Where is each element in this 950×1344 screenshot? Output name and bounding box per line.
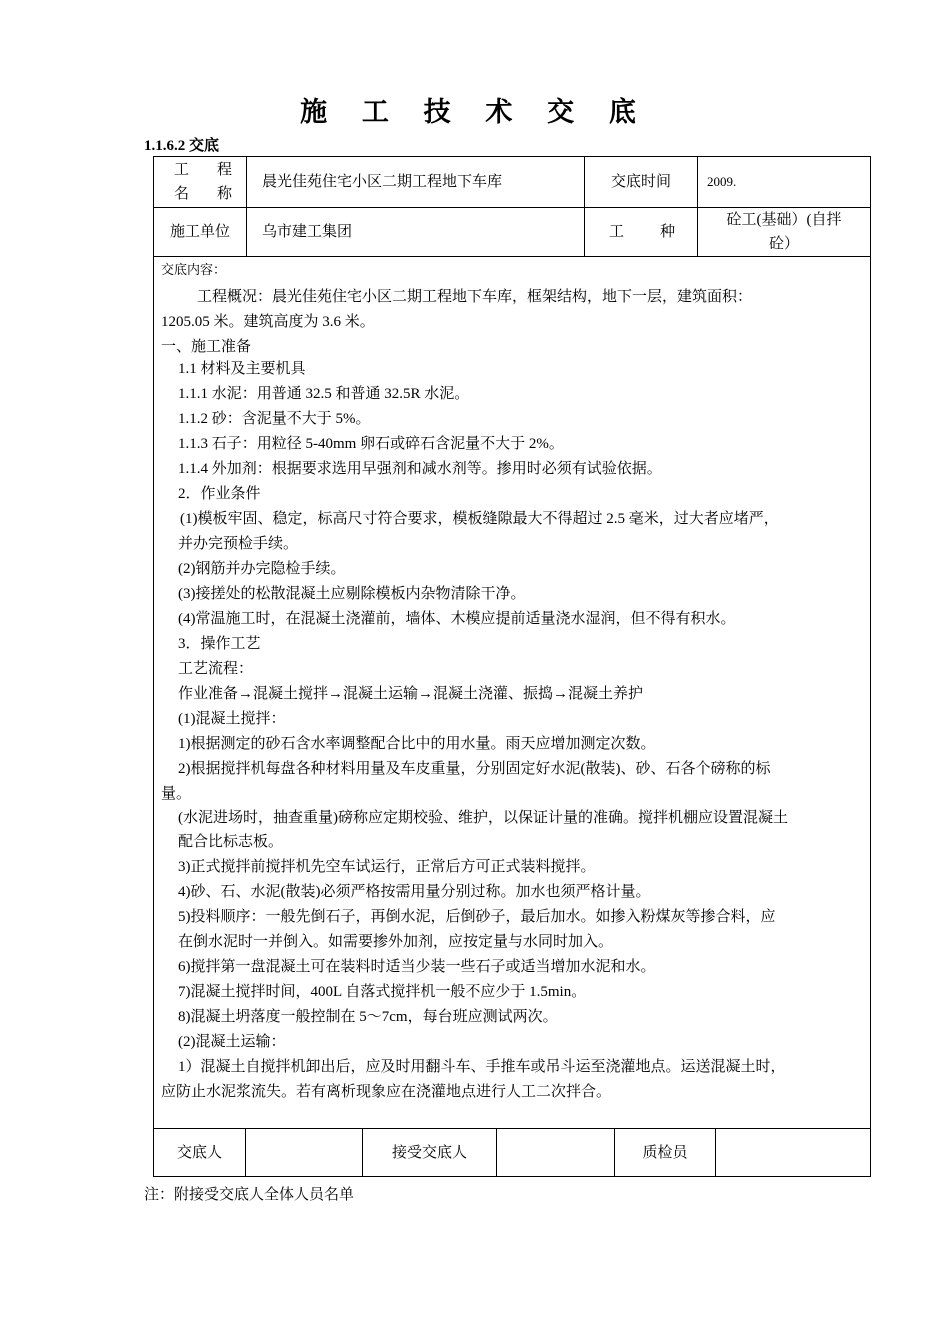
content-line: 3．操作工艺 xyxy=(178,636,261,652)
work-type-value: 砼工(基础）(自拌 砼） xyxy=(726,211,842,252)
content-line: 1.1.1 水泥：用普通 32.5 和普通 32.5R 水泥。 xyxy=(178,386,470,402)
content-line: 2．作业条件 xyxy=(178,486,261,502)
receiver-signature xyxy=(497,1128,614,1177)
content-line: 工程概况：晨光佳苑住宅小区二期工程地下车库，框架结构，地下一层，建筑面积： xyxy=(197,289,753,305)
content-line: (水泥进场时，抽查重量)磅称应定期校验、维护，以保证计量的准确。搅拌机棚应设置混凝土 xyxy=(178,810,788,826)
content-line: 8)混凝土坍落度一般控制在 5～7cm，每台班应测试两次。 xyxy=(178,1009,558,1025)
content-line: 5)投料顺序：一般先倒石子，再倒水泥，后倒砂子，最后加水。如掺入粉煤灰等掺合料，应 xyxy=(178,909,776,925)
content-line: 1.1.2 砂：含泥量不大于 5%。 xyxy=(178,411,371,427)
column-divider xyxy=(697,157,698,256)
content-line: 6)搅拌第一盘混凝土可在装料时适当少装一些石子或适当增加水泥和水。 xyxy=(178,959,656,975)
project-name-label: 工 程 名 称 xyxy=(174,162,232,202)
work-type-label: 工 种 xyxy=(609,223,675,240)
construction-unit-label: 施工单位 xyxy=(169,223,230,240)
content-line: 配合比标志板。 xyxy=(178,834,284,850)
column-divider xyxy=(246,157,247,256)
content-line: 1.1.4 外加剂：根据要求选用早强剂和减水剂等。掺用时必须有试验依据。 xyxy=(178,461,662,477)
disclosure-time-value: 2009. xyxy=(707,174,737,189)
content-line: 4)砂、石、水泥(散装)必须严格按需用量分别过称。加水也须严格计量。 xyxy=(178,884,651,900)
content-line: (3)接搓处的松散混凝土应剔除模板内杂物清除干净。 xyxy=(178,586,526,602)
content-line: (2)混凝土运输： xyxy=(178,1034,286,1050)
disclosure-time-label: 交底时间 xyxy=(610,174,671,190)
content-line: 1205.05 米。建筑高度为 3.6 米。 xyxy=(161,314,375,330)
content-line: 工艺流程： xyxy=(178,661,254,677)
section-number: 1.1.6.2 交底 xyxy=(144,138,220,154)
content-line: 3)正式搅拌前搅拌机先空车试运行，正常后方可正式装料搅拌。 xyxy=(178,859,596,875)
discloser-signature xyxy=(246,1128,362,1177)
content-line: 并办完预检手续。 xyxy=(178,536,299,552)
content-line: 量。 xyxy=(161,786,192,802)
content-line: (2)钢筋并办完隐检手续。 xyxy=(178,561,346,577)
content-line: (1)模板牢固、稳定，标高尺寸符合要求，模板缝隙最大不得超过 2.5 毫米，过大者应堵严， xyxy=(180,511,779,527)
content-line: 1)根据测定的砂石含水率调整配合比中的用水量。雨天应增加测定次数。 xyxy=(178,736,656,752)
document-title: 施 工 技 术 交 底 xyxy=(300,97,650,127)
content-line: (4)常温施工时，在混凝土浇灌前，墙体、木模应提前适量浇水湿润，但不得有积水。 xyxy=(178,611,736,627)
footnote: 注：附接受交底人全体人员名单 xyxy=(144,1187,355,1203)
content-line: (1)混凝土搅拌： xyxy=(178,711,286,727)
construction-unit-value: 乌市建工集团 xyxy=(262,223,353,240)
project-name-value: 晨光佳苑住宅小区二期工程地下车库 xyxy=(262,174,503,190)
row-divider xyxy=(154,256,870,257)
discloser-label: 交底人 xyxy=(176,1144,222,1161)
inspector-label: 质检员 xyxy=(642,1144,688,1161)
receiver-label: 接受交底人 xyxy=(391,1144,467,1161)
content-line: 作业准备→混凝土搅拌→混凝土运输→混凝土浇灌、振捣→混凝土养护 xyxy=(178,686,644,702)
content-line: 1.1 材料及主要机具 xyxy=(178,361,306,377)
content-label: 交底内容： xyxy=(161,262,227,277)
content-line: 应防止水泥浆流失。若有离析现象应在浇灌地点进行人工二次拌合。 xyxy=(161,1084,612,1100)
content-line: 7)混凝土搅拌时间，400L 自落式搅拌机一般不应少于 1.5min。 xyxy=(178,984,587,1000)
content-line: 2)根据搅拌机每盘各种材料用量及车皮重量，分别固定好水泥(散装)、砂、石各个磅称的标 xyxy=(178,761,771,777)
inspector-signature xyxy=(716,1128,870,1177)
content-line: 一、施工准备 xyxy=(161,339,252,355)
content-line: 在倒水泥时一并倒入。如需要掺外加剂，应按定量与水同时加入。 xyxy=(178,934,614,950)
content-line: 1.1.3 石子：用粒径 5-40mm 卵石或碎石含泥量不大于 2%。 xyxy=(178,436,564,452)
content-line: 1）混凝土自搅拌机卸出后，应及时用翻斗车、手推车或吊斗运至浇灌地点。运送混凝土时， xyxy=(178,1059,786,1075)
